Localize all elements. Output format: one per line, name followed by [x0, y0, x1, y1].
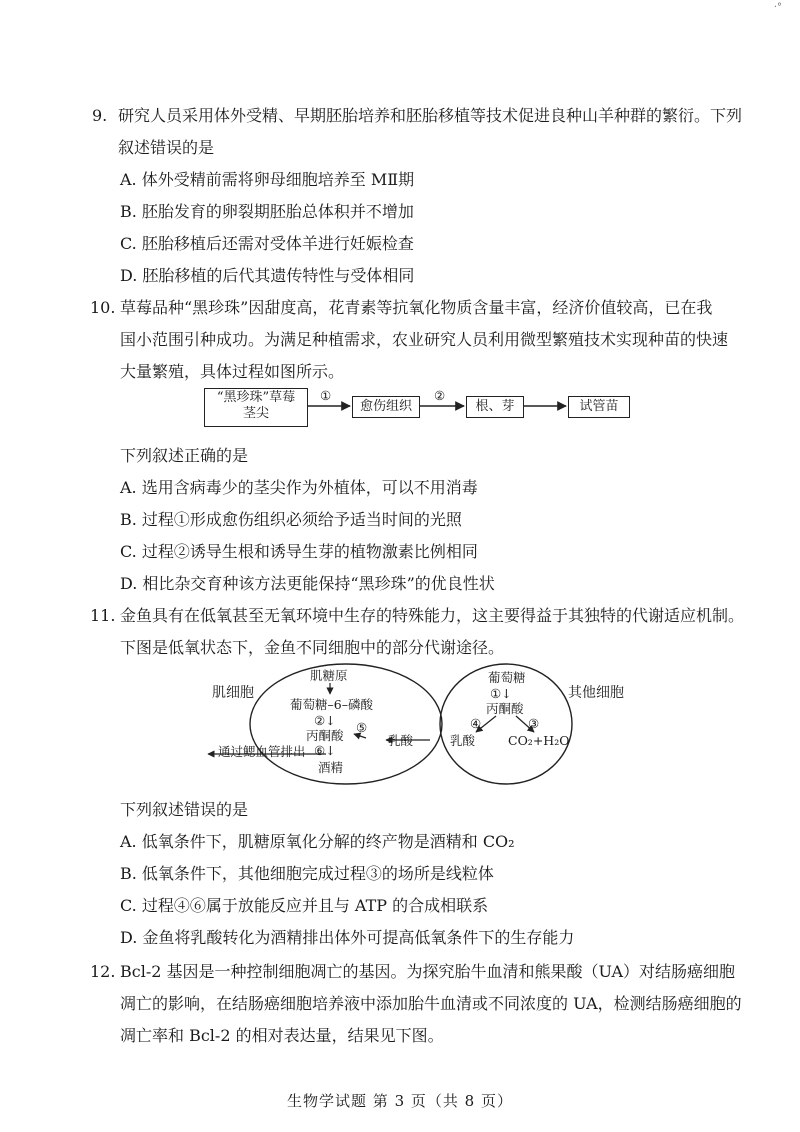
question-number: 12.: [90, 962, 116, 981]
lactate-left-label: 乳酸: [388, 733, 414, 748]
flow-box-line: “黑珍珠”草莓: [216, 390, 296, 405]
ethanol-label: 酒精: [318, 760, 344, 775]
muscle-cell-label: 肌细胞: [212, 685, 254, 701]
glucose-label: 葡萄糖: [488, 670, 526, 685]
option-c: C. 过程④⑥属于放能反应并且与 ATP 的合成相联系: [120, 896, 489, 915]
step-label-1: ①: [320, 388, 332, 403]
question-stem-line: 凋亡率和 Bcl-2 的相对表达量，结果见下图。: [120, 1026, 444, 1045]
step-4-label: ④: [470, 716, 482, 731]
question-number: 11.: [90, 606, 116, 625]
option-a: A. 体外受精前需将卵母细胞培养至 MⅡ期: [120, 170, 415, 189]
question-stem-line: 凋亡的影响，在结肠癌细胞培养液中添加胎牛血清或不同浓度的 UA，检测结肠癌细胞的: [120, 994, 742, 1013]
question-stem-line: 草莓品种“黑珍珠”因甜度高，花青素等抗氧化物质含量丰富，经济价值较高，已在我: [120, 298, 713, 317]
corner-mark: ·°: [773, 2, 782, 13]
question-stem-line: 叙述错误的是: [118, 138, 215, 157]
step-1-label: ①↓: [490, 686, 512, 701]
step-3-label: ③: [528, 716, 540, 731]
option-b: B. 胚胎发育的卵裂期胚胎总体积并不增加: [120, 202, 414, 221]
question-stem-line: 大量繁殖，具体过程如图所示。: [120, 362, 345, 381]
option-b: B. 过程①形成愈伤组织必须给予适当时间的光照: [120, 510, 462, 529]
question-stem-line: 金鱼具有在低氧甚至无氧环境中生存的特殊能力，这主要得益于其独特的代谢适应机制。: [120, 606, 745, 625]
option-a: A. 低氧条件下，肌糖原氧化分解的终产物是酒精和 CO₂: [120, 832, 515, 851]
question-prompt: 下列叙述正确的是: [120, 446, 249, 465]
step-label-2: ②: [434, 388, 446, 403]
step-2-label: ②↓: [314, 713, 336, 728]
flow-box-callus: 愈伤组织: [352, 396, 420, 418]
question-stem-line: 国小范围引种成功。为满足种植需求，农业研究人员利用微型繁殖技术实现种苗的快速: [120, 330, 729, 349]
question-number: 9.: [92, 106, 108, 125]
option-a: A. 选用含病毒少的茎尖作为外植体，可以不用消毒: [120, 478, 478, 497]
question-stem-line: 下图是低氧状态下，金鱼不同细胞中的部分代谢途径。: [120, 638, 505, 657]
other-cell-label: 其他细胞: [568, 685, 624, 701]
option-c: C. 过程②诱导生根和诱导生芽的植物激素比例相同: [120, 542, 478, 561]
lactate-right-label: 乳酸: [450, 733, 476, 748]
option-b: B. 低氧条件下，其他细胞完成过程③的场所是线粒体: [120, 864, 494, 883]
step-6-label: ⑥↓: [314, 743, 336, 758]
option-d: D. 金鱼将乳酸转化为酒精排出体外可提高低氧条件下的生存能力: [120, 928, 575, 947]
g6p-label: 葡萄糖–6–磷酸: [290, 697, 373, 712]
glycogen-label: 肌糖原: [310, 668, 348, 683]
question-stem-line: Bcl-2 基因是一种控制细胞凋亡的基因。为探究胎牛血清和熊果酸（UA）对结肠癌细胞: [120, 962, 736, 981]
flow-box-line: 茎尖: [242, 406, 269, 421]
page-footer: 生物学试题 第 3 页（共 8 页）: [287, 1092, 513, 1110]
co2-water-label: CO₂+H₂O: [508, 733, 570, 748]
flow-box-plantlet: 试管苗: [568, 396, 630, 418]
option-c: C. 胚胎移植后还需对受体羊进行妊娠检查: [120, 234, 414, 253]
flow-box-roots-buds: 根、芽: [466, 396, 524, 418]
question-prompt: 下列叙述错误的是: [120, 800, 249, 819]
option-d: D. 胚胎移植的后代其遗传特性与受体相同: [120, 266, 415, 285]
question-number: 10.: [90, 298, 116, 317]
pyruvate-right-label: 丙酮酸: [486, 701, 524, 716]
step-5-label: ⑤: [356, 720, 368, 735]
pyruvate-left-label: 丙酮酸: [306, 728, 344, 743]
option-d: D. 相比杂交育种该方法更能保持“黑珍珠”的优良性状: [120, 574, 495, 593]
question-stem-line: 研究人员采用体外受精、早期胚胎培养和胚胎移植等技术促进良种山羊种群的繁衍。下列: [118, 106, 743, 125]
excretion-label: 通过鳃血管排出: [218, 744, 306, 759]
